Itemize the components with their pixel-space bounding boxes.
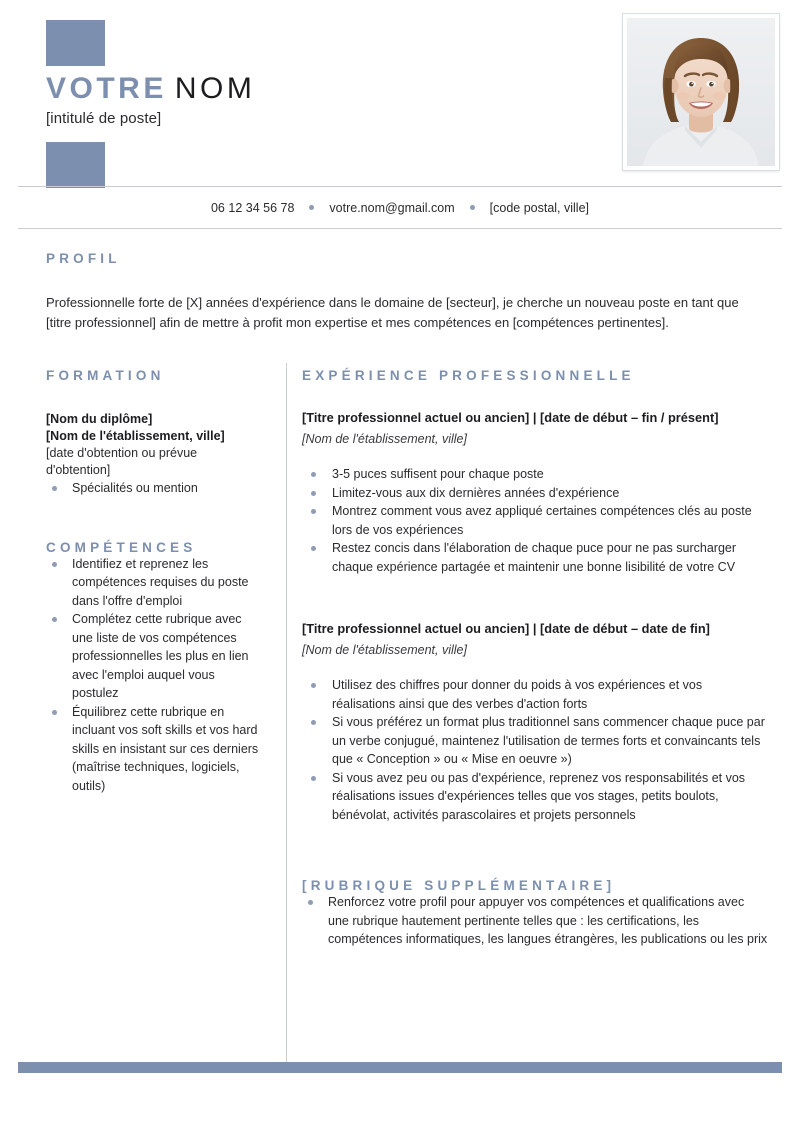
education-bullet-list [46,479,264,498]
list-item: Complétez cette rubrique avec une liste de vos compétences professionnelles les plus en lien avec l'emploi auquel vous postulez [46,610,264,703]
list-item: Si vous préférez un format plus traditionnel sans commencer chaque puce par un verbe conjugué, maintenez l'utilisation de termes forts et convaincants tels que « Conception » ou « Mise en oeuvre ») [302,713,768,769]
experience-entry [302,620,768,824]
education-entry [46,411,264,498]
resume-header [0,0,800,186]
competences-section [46,540,264,796]
last-name: NOM [174,72,256,105]
experience-title: [Titre professionnel actuel ou ancien] | [date de début – date de fin] [302,621,710,636]
column-divider [286,363,287,1063]
experience-title: [Titre professionnel actuel ou ancien] | [date de début – fin / présent] [302,410,719,425]
contact-location[interactable]: [code postal, ville] [489,200,589,215]
footer-accent-bar [18,1062,782,1073]
profil-section [46,251,746,333]
list-item: Équilibrez cette rubrique en incluant vos soft skills et vos hard skills en insistant sur ces derniers (maîtrise techniques, logiciels, outils) [46,703,264,796]
list-item: Si vous avez peu ou pas d'expérience, reprenez vos responsabilités et vos réalisations issues d'expériences telles que vos stages, petits boulots, bénévolat, activités parascolaires et projets personnels [302,769,768,825]
full-name [46,72,255,106]
contact-email[interactable]: votre.nom@gmail.com [329,200,455,215]
extra-section [302,878,768,949]
list-item: Renforcez votre profil pour appuyer vos compétences et qualifications avec une rubrique hautement pertinente telles que : les certifications, les compétences informatiques, les langues étrangères, les publications ou les prix [302,893,768,949]
competences-heading: COMPÉTENCES [46,539,197,555]
formation-heading: FORMATION [46,368,165,383]
experience-organization: [Nom de l'établissement, ville] [302,432,467,446]
right-column [302,368,768,949]
extra-heading: [RUBRIQUE SUPPLÉMENTAIRE] [302,878,616,893]
portrait-photo-icon [627,18,775,166]
formation-section [46,368,264,498]
education-school: [Nom de l'établissement, ville] [46,429,225,443]
extra-bullet-list [302,893,768,949]
education-date: [date d'obtention ou prévue d'obtention] [46,446,198,477]
accent-square-bottom [46,142,105,188]
experience-organization: [Nom de l'établissement, ville] [302,643,467,657]
profile-photo [623,14,779,170]
contact-phone[interactable]: 06 12 34 56 78 [210,200,295,215]
profil-text: Professionnelle forte de [X] années d'expérience dans le domaine de [secteur], je cherche un nouveau poste en tant que [titre professionnel] afin de mettre à profit mon expertise et mes compétences en [compétences pertinentes]. [46,295,739,330]
experience-bullet-list [302,676,768,824]
rule-below-contact [18,228,782,229]
experience-entry [302,409,768,576]
left-column [46,368,264,795]
contact-bar [18,187,782,228]
profil-heading: PROFIL [46,251,121,266]
list-item: Restez concis dans l'élaboration de chaque puce pour ne pas surcharger chaque expérience partagée et maintenir une bonne lisibilité de votre CV [302,539,768,576]
job-title: [intitulé de poste] [46,110,162,127]
experience-heading: EXPÉRIENCE PROFESSIONNELLE [302,368,635,383]
accent-square-top [46,20,105,66]
contact-separator-dot-icon [309,205,314,210]
name-block [46,72,255,129]
first-name: VOTRE [46,72,167,105]
contact-separator-dot-icon [470,205,475,210]
education-diploma: [Nom du diplôme] [46,412,153,426]
list-item: Utilisez des chiffres pour donner du poids à vos expériences et vos réalisations ainsi que des verbes d'action forts [302,676,768,713]
list-item: Spécialités ou mention [46,479,264,498]
experience-bullet-list [302,465,768,576]
list-item: Limitez-vous aux dix dernières années d'expérience [302,484,768,503]
list-item: Identifiez et reprenez les compétences requises du poste dans l'offre d'emploi [46,555,264,611]
list-item: 3-5 puces suffisent pour chaque poste [302,465,768,484]
competences-bullet-list [46,555,264,796]
list-item: Montrez comment vous avez appliqué certaines compétences clés au poste lors de vos expériences [302,502,768,539]
